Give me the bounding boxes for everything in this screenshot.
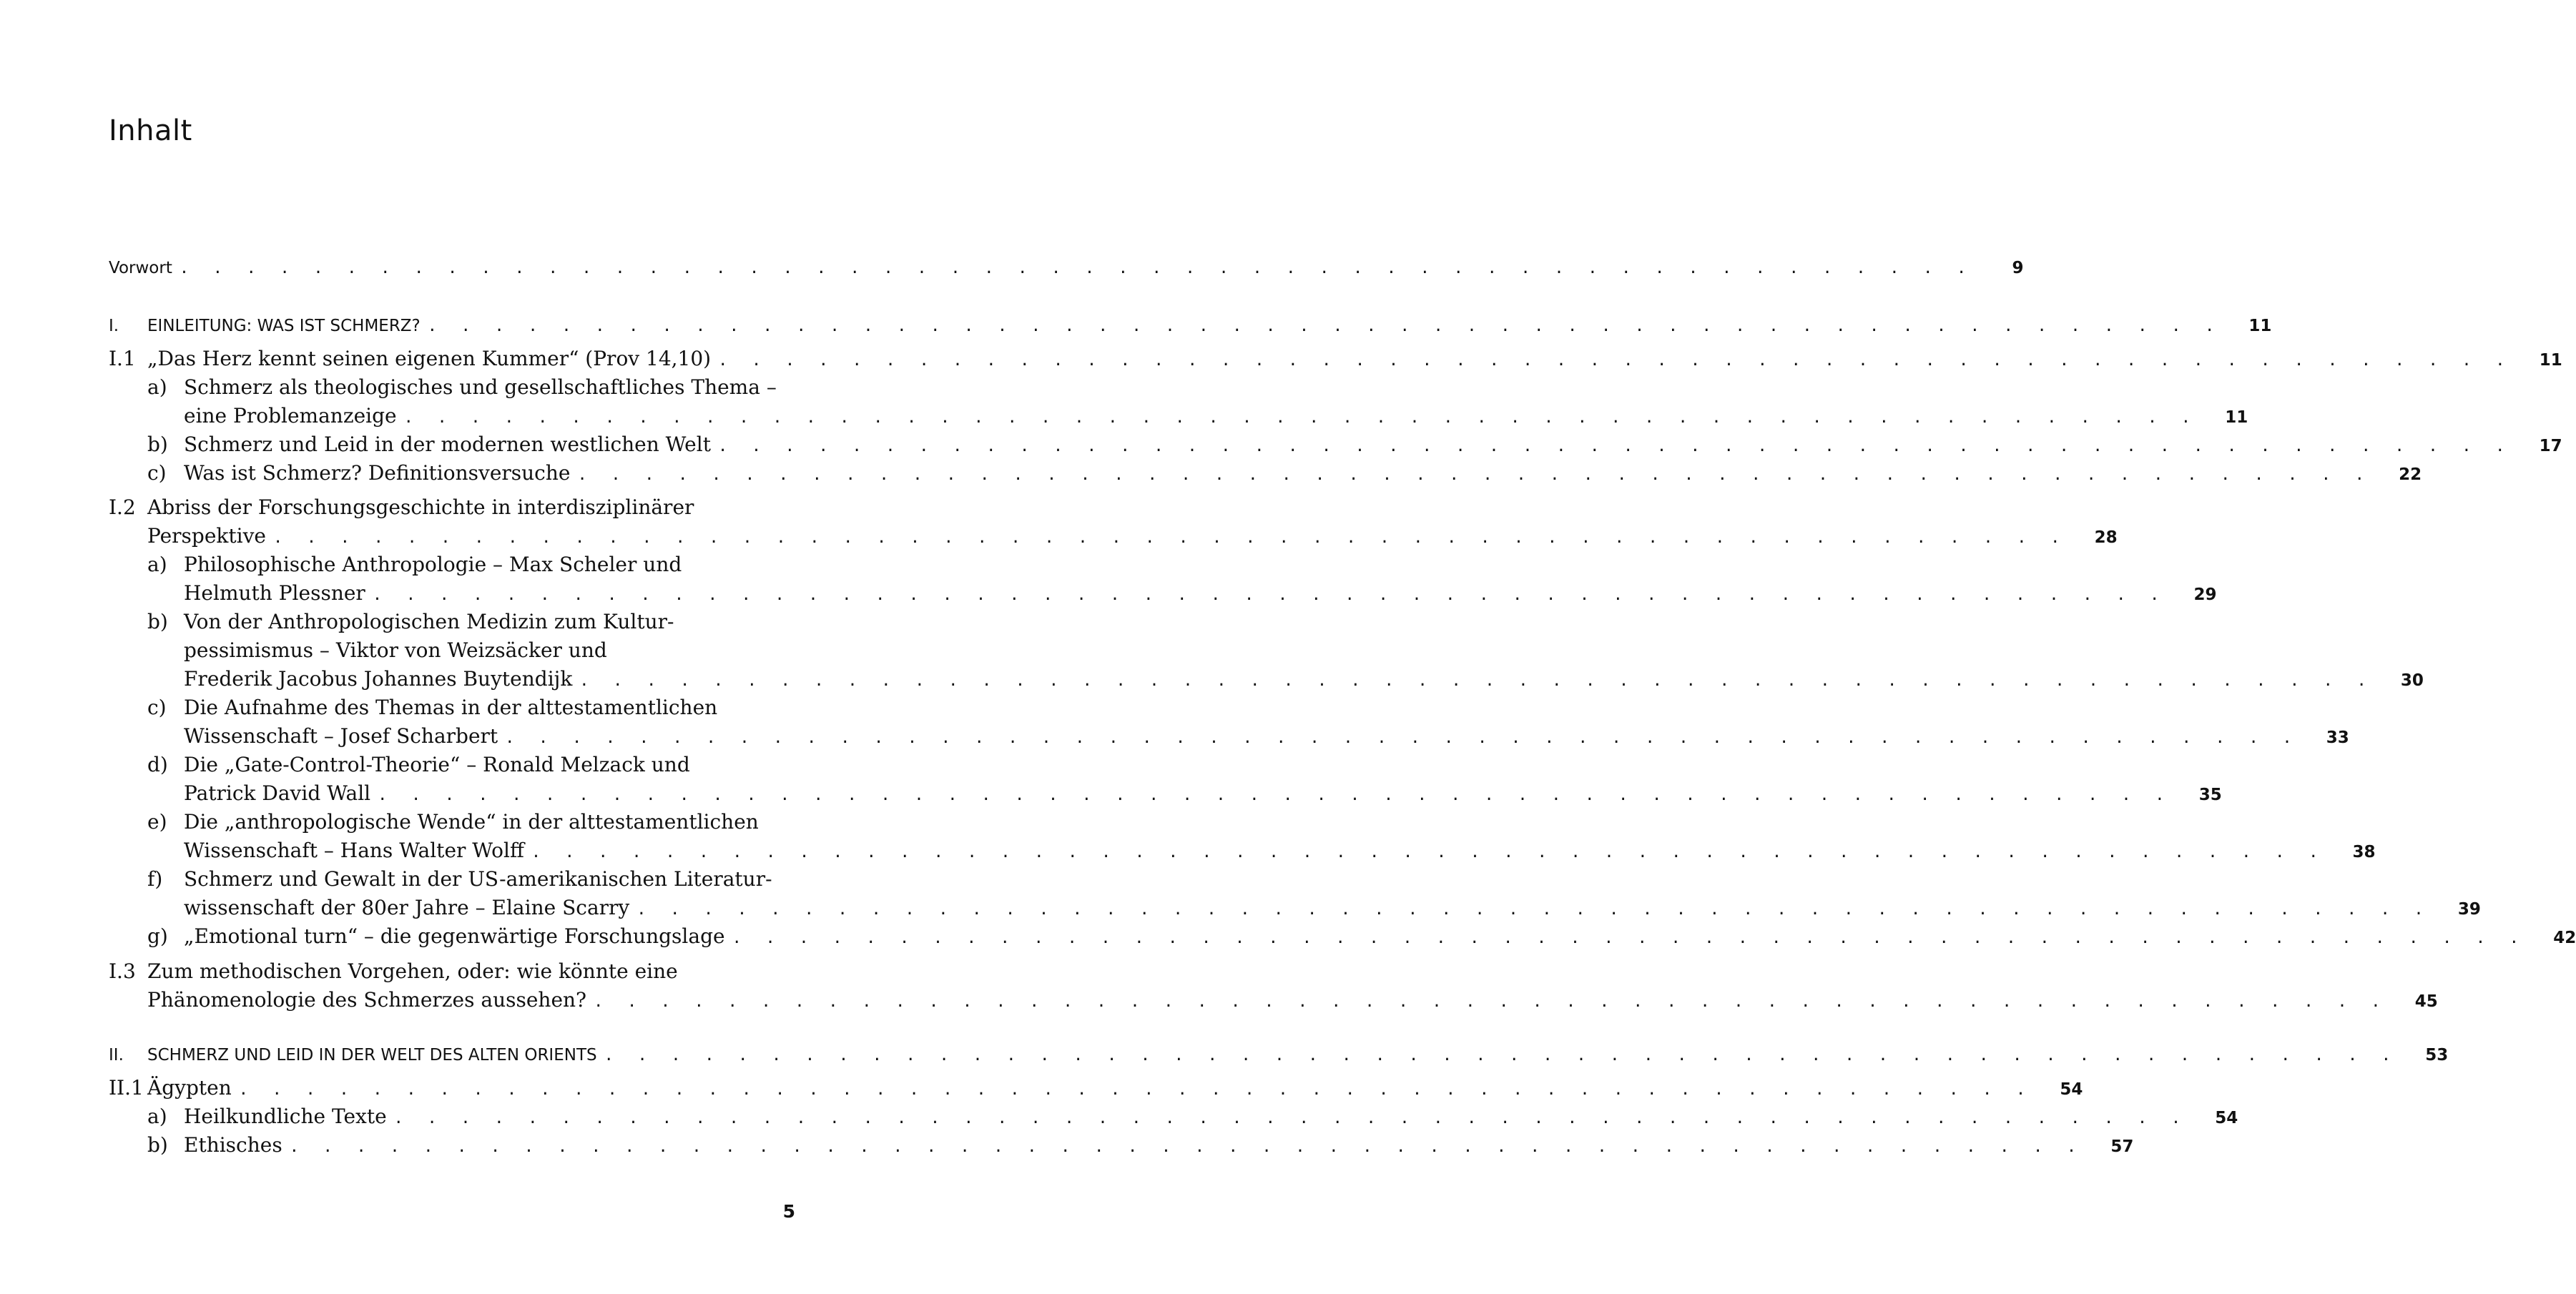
toc-page-number: 11 (2539, 351, 2562, 370)
toc-page-number: 11 (2225, 408, 2248, 427)
toc-entry-text: Phänomenologie des Schmerzes aussehen? (147, 988, 587, 1012)
toc-continuation (109, 839, 2376, 867)
toc-entry-text: Was ist Schmerz? Definitionsversuche (184, 461, 571, 485)
toc-subsection-g (109, 924, 2576, 953)
toc-entry-text: „Das Herz kennt seinen eigenen Kummer“ (Prov 14,10) (147, 347, 712, 370)
toc-number: f) (147, 867, 163, 891)
toc-entry-text: Zum methodischen Vorgehen, oder: wie könnte eine (147, 959, 678, 983)
toc-subsection-b (109, 433, 2562, 461)
leader-dots: . . . . . . . . . . . . . . . . . . . . . . . . . . . . . . . . . . . . . . . . . . . . . . . . . . . . . . (372, 586, 2167, 604)
leader-dots: . . . . . . . . . . . . . . . . . . . . . . . . . . . . . . . . . . . . . . . . . . . . . . . . . . . . . . (636, 901, 2431, 919)
leader-dots: . . . . . . . . . . . . . . . . . . . . . . . . . . . . . . . . . . . . . . . . . . . . . . . . . . . . . . (505, 729, 2299, 747)
toc-continuation (109, 724, 2349, 753)
toc-page-number: 11 (2248, 317, 2272, 335)
toc-entry-text: Von der Anthropologischen Medizin zum Kultur- (184, 610, 674, 633)
toc-page-number: 54 (2215, 1109, 2238, 1127)
toc-entry-text: Schmerz als theologisches und gesellschaftliches Thema – (184, 375, 777, 399)
toc-entry-text: eine Problemanzeige (184, 404, 397, 428)
toc-entry-text: Patrick David Wall (184, 781, 371, 805)
leader-dots: . . . . . . . . . . . . . . . . . . . . . . . . . . . . . . . . . . . . . . . . . . . . . . . . . . . . . . (579, 672, 2374, 690)
leader-dots: . . . . . . . . . . . . . . . . . . . . . . . . . . . . . . . . . . . . . . . . . . . . . . . . . . . . . . (289, 1138, 2084, 1156)
toc-subsection-f (109, 867, 834, 896)
toc-subsection-d (109, 753, 834, 781)
toc-page-number: 53 (2425, 1046, 2449, 1065)
toc-continuation (109, 988, 2438, 1017)
toc-number: e) (147, 810, 167, 834)
toc-number: a) (147, 375, 167, 399)
toc-page-number: 57 (2110, 1137, 2134, 1156)
toc-entry-text: pessimismus – Viktor von Weizsäcker und (184, 638, 607, 662)
toc-number: b) (147, 1133, 168, 1157)
toc-page-number: 33 (2326, 729, 2349, 747)
toc-number: a) (147, 553, 167, 576)
toc-continuation (109, 404, 2248, 433)
toc-continuation (109, 667, 2424, 696)
toc-number: d) (147, 753, 168, 776)
toc-section-1-3 (109, 959, 795, 988)
toc-page-number: 35 (2198, 786, 2222, 804)
toc-chapter-2 (109, 1046, 2449, 1075)
toc-subsection-a (109, 375, 834, 404)
leader-dots: . . . . . . . . . . . . . . . . . . . . . . . . . . . . . . . . . . . . . . . . . . . . . . . . . . . . . . (531, 844, 2326, 861)
leader-dots: . . . . . . . . . . . . . . . . . . . . . . . . . . . . . . . . . . . . . . . . . . . . . . . . . . . . . . (717, 438, 2512, 455)
toc-entry-text: EINLEITUNG: WAS IST SCHMERZ? (147, 317, 421, 335)
page-title: Inhalt (109, 114, 192, 147)
toc-entry-text: Helmuth Plessner (184, 581, 365, 605)
toc-page-number: 38 (2352, 843, 2376, 861)
toc-number: b) (147, 610, 168, 633)
toc-number: I.2 (109, 495, 136, 519)
leader-dots: . . . . . . . . . . . . . . . . . . . . . . . . . . . . . . . . . . . . . . . . . . . . . . . . . . . . . . (179, 260, 1974, 277)
toc-page-number: 22 (2399, 465, 2422, 484)
toc-entry-text: Wissenschaft – Hans Walter Wolff (184, 839, 524, 862)
toc-subsection-e (109, 810, 834, 839)
toc-continuation (109, 781, 2222, 810)
toc-page-number: 42 (2553, 929, 2576, 947)
leader-dots: . . . . . . . . . . . . . . . . . . . . . . . . . . . . . . . . . . . . . . . . . . . . . . . . . . . . . . (732, 929, 2527, 947)
toc-section-2-1 (109, 1076, 2083, 1105)
toc-entry-text: Die „Gate-Control-Theorie“ – Ronald Melzack und (184, 753, 690, 776)
leader-dots: . . . . . . . . . . . . . . . . . . . . . . . . . . . . . . . . . . . . . . . . . . . . . . . . . . . . . . (272, 529, 2068, 547)
toc-page-number: 17 (2539, 437, 2562, 455)
toc-entry-text: wissenschaft der 80er Jahre – Elaine Scarry (184, 896, 630, 919)
toc-entry-text: Heilkundliche Texte (184, 1105, 387, 1128)
toc-subsection-c (109, 461, 2422, 490)
toc-continuation (109, 581, 2217, 610)
toc-entry-text: Frederik Jacobus Johannes Buytendijk (184, 667, 573, 691)
leader-dots: . . . . . . . . . . . . . . . . . . . . . . . . . . . . . . . . . . . . . . . . . . . . . . . . . . . . . . (378, 786, 2172, 804)
toc-entry-text: Ägypten (147, 1076, 232, 1100)
toc-number: c) (147, 461, 167, 485)
toc-page-number: 29 (2193, 586, 2217, 604)
leader-dots: . . . . . . . . . . . . . . . . . . . . . . . . . . . . . . . . . . . . . . . . . . . . . . . . . . . . . . (594, 993, 2388, 1011)
toc-entry-text: Schmerz und Leid in der modernen westlichen Welt (184, 433, 711, 456)
toc-page-number: 28 (2094, 528, 2118, 547)
toc-entry-text: Vorwort (109, 259, 172, 277)
toc-number: I.3 (109, 959, 136, 983)
toc-page-number: 54 (2060, 1080, 2083, 1099)
leader-dots: . . . . . . . . . . . . . . . . . . . . . . . . . . . . . . . . . . . . . . . . . . . . . . . . . . . . . . (427, 317, 2222, 335)
toc-page-number: 30 (2400, 671, 2424, 690)
toc-number: I. (109, 317, 119, 335)
leader-dots: . . . . . . . . . . . . . . . . . . . . . . . . . . . . . . . . . . . . . . . . . . . . . . . . . . . . . . (604, 1047, 2399, 1065)
toc-section-1-1 (109, 347, 2562, 375)
leader-dots: . . . . . . . . . . . . . . . . . . . . . . . . . . . . . . . . . . . . . . . . . . . . . . . . . . . . . . (718, 352, 2512, 370)
toc-entry-text: Die „anthropologische Wende“ in der alttestamentlichen (184, 810, 759, 834)
toc-entry-text: Abriss der Forschungsgeschichte in interdisziplinärer (147, 495, 694, 519)
toc-subsection-c (109, 696, 834, 724)
toc-continuation (109, 638, 870, 667)
toc-entry-text: Wissenschaft – Josef Scharbert (184, 724, 498, 748)
toc-page-number: 9 (2012, 259, 2024, 277)
toc-chapter-1 (109, 317, 2272, 345)
toc-entry-text: Die Aufnahme des Themas in der alttestamentlichen (184, 696, 718, 719)
toc-entry-text: Perspektive (147, 524, 266, 548)
toc-number: a) (147, 1105, 167, 1128)
leader-dots: . . . . . . . . . . . . . . . . . . . . . . . . . . . . . . . . . . . . . . . . . . . . . . . . . . . . . . (577, 466, 2372, 484)
toc-number: II.1 (109, 1076, 144, 1100)
leader-dots: . . . . . . . . . . . . . . . . . . . . . . . . . . . . . . . . . . . . . . . . . . . . . . . . . . . . . . (238, 1081, 2033, 1099)
toc-continuation (109, 524, 2118, 553)
toc-entry-text: Ethisches (184, 1133, 282, 1157)
toc-subsection-a (109, 1105, 2238, 1133)
toc-number: g) (147, 924, 168, 948)
toc-subsection-b (109, 1133, 2134, 1162)
toc-page-number: 39 (2457, 900, 2481, 919)
toc-number: I.1 (109, 347, 136, 370)
toc-section-1-2 (109, 495, 795, 524)
toc-entry-text: Schmerz und Gewalt in der US-amerikanischen Literatur- (184, 867, 772, 891)
toc-entry-text: „Emotional turn“ – die gegenwärtige Forschungslage (184, 924, 725, 948)
toc-continuation (109, 896, 2481, 924)
toc-entry-text: SCHMERZ UND LEID IN DER WELT DES ALTEN ORIENTS (147, 1046, 597, 1065)
page-number: 5 (782, 1201, 795, 1222)
toc-subsection-a (109, 553, 834, 581)
toc-number: II. (109, 1046, 124, 1065)
toc-page-number: 45 (2414, 992, 2438, 1011)
toc-subsection-b (109, 610, 834, 638)
toc-number: b) (147, 433, 168, 456)
toc-number: c) (147, 696, 167, 719)
toc-entry-vorwort (109, 259, 2024, 287)
leader-dots: . . . . . . . . . . . . . . . . . . . . . . . . . . . . . . . . . . . . . . . . . . . . . . . . . . . . . . (403, 409, 2198, 427)
leader-dots: . . . . . . . . . . . . . . . . . . . . . . . . . . . . . . . . . . . . . . . . . . . . . . . . . . . . . . (393, 1110, 2188, 1127)
toc-entry-text: Philosophische Anthropologie – Max Scheler und (184, 553, 682, 576)
